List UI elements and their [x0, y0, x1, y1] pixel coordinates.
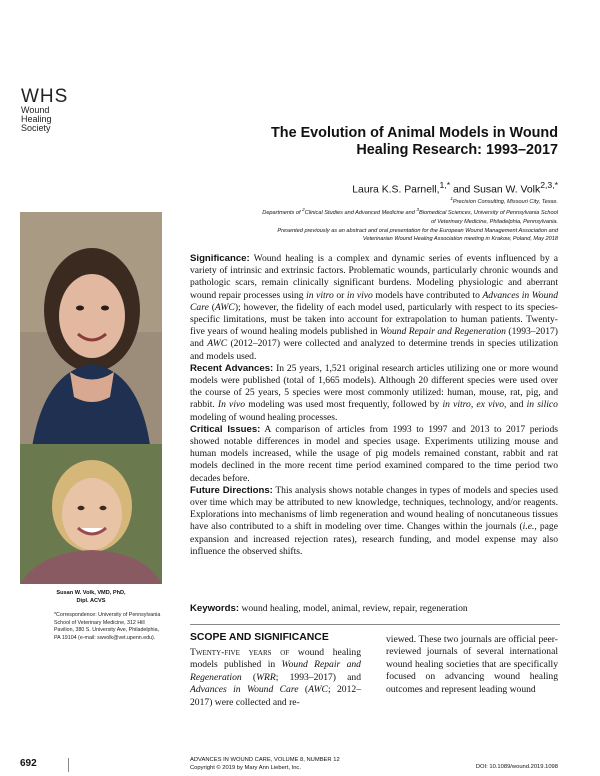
keywords	[190, 603, 560, 614]
sig-wrr-full: Wound Repair and Regeneration	[379, 326, 506, 338]
future-label: Future Directions:	[190, 484, 273, 496]
keywords-label: Keywords:	[190, 603, 240, 614]
sig-paren: (	[208, 301, 215, 313]
presented-line-2: Veterinarian Wound Healing Association meeting in Krakow, Poland, May 2018	[362, 236, 558, 243]
sig-text-c: ); however, the fidelity of each model used, particularly with respect to its species-specific limitations, must be taken into account for extrapolation to human patients. Twenty-five years of wound healing models published in	[190, 301, 558, 338]
rec-comma: ,	[470, 399, 477, 411]
aff-2-sup: 2	[302, 207, 305, 213]
sig-or: or	[333, 289, 347, 301]
rec-in-silico: in silico	[526, 399, 558, 411]
logo-word-3: Society	[21, 123, 51, 133]
affiliation-2-line-2: of Veterinary Medicine, Philadelphia, Pennsylvania.	[431, 218, 558, 225]
rec-in-vivo: In vivo	[217, 399, 246, 411]
portrait-illustration-1	[20, 212, 162, 462]
aff-1-sup: 1	[450, 196, 453, 201]
author-2: and Susan W. Volk	[450, 184, 541, 196]
page-number: 692	[20, 758, 37, 769]
crit-text: A comparison of articles from 1993 to 1997 and 2013 to 2017 periods showed notable differences in model and species usage. Experiments utilizing mouse and human models increased, while the usage of pig models remained constant, rabbit and rat models declined in the more recent time period examined compared to the time period two decades before.	[190, 423, 558, 484]
col1-wrr: Wound Repair and Regeneration	[190, 659, 361, 683]
abstract-recent-advances	[190, 363, 558, 424]
aff-3-rest: Biomedical Sciences, University of Pennsylvania School	[419, 210, 558, 217]
author-photo-volk	[20, 444, 162, 584]
body-column-1	[190, 647, 361, 709]
section-heading: SCOPE AND SIGNIFICANCE	[190, 632, 329, 643]
footer-divider	[68, 758, 69, 772]
author-1: Laura K.S. Parnell,	[352, 184, 440, 196]
abstract-significance	[190, 253, 558, 363]
col1-awc-abbr: AWC	[308, 684, 328, 696]
fut-text-a: This analysis shows notable changes in types of models and species used over time which may be attributed to new knowledge, techniques, technology, and/or reagents. Explorations into mechanisms of limb regeneration and wound healing of noncutaneous tissues have also contributed to a shift in modeling over time. Changes within the journals (	[190, 484, 558, 533]
aff-3-sup: 3	[416, 207, 420, 213]
aff-2-prefix: Departments of	[262, 210, 303, 217]
presented-line-1: Presented previously as an abstract and oral presentation for the European Wound Management Association and	[277, 227, 558, 234]
caption-volk-line-1: Susan W. Volk, VMD, PhD,	[56, 590, 126, 596]
abstract-critical-issues	[190, 424, 558, 485]
col1-b: (	[241, 671, 257, 683]
author-photo-parnell	[20, 212, 162, 462]
correspondence-volk: *Correspondence: University of Pennsylvania School of Veterinary Medicine, 312 Hill Pavilion, 380 S. University Ave, Philadelphia, PA 19104 (e-mail: swvolk@vet.upenn.edu).	[54, 612, 161, 641]
keywords-text: wound healing, model, animal, review, repair, regeneration	[239, 603, 468, 614]
rec-text-a: In 25 years, 1,521 original research articles utilizing one or more wound models were published (total of 1,665 models). Although 20 different species were used over the course of 25 years, 5 species were most commonly utilized: human, mouse, rat, pig, and rabbit.	[190, 362, 559, 411]
portrait-illustration-2	[20, 444, 162, 584]
col1-a: wound healing models published in	[190, 647, 362, 671]
col1-awc: Advances in Wound Care	[190, 684, 299, 696]
sig-in-vivo: in vivo	[346, 289, 373, 301]
sig-text-e: (2012–2017) were collected and analyzed to determine trends in species utilization and models used.	[190, 338, 558, 362]
whs-logo	[21, 88, 81, 133]
doi: DOI: 10.1089/wound.2019.1098	[475, 764, 558, 770]
sig-awc-2: AWC	[207, 338, 228, 350]
affiliation-1: Precision Consulting, Missouri City, Texas.	[452, 198, 558, 205]
fut-text-b: , page expansion and increased rejection rates), research funding, and model expense may also influence the observed shifts.	[190, 521, 558, 557]
journal-line-1: ADVANCES IN WOUND CARE, VOLUME 8, NUMBER 12	[190, 757, 340, 763]
sig-text-a: Wound healing is a complex and dynamic series of events influenced by a variety of intrinsic and extrinsic factors. Problematic wounds, particularly chronic wounds and pathologic scars, remain clinically significant burdens. Modeling physiologic and aberrant wound repair processes using	[190, 253, 558, 301]
col1-wrr-abbr: WRR	[256, 671, 276, 683]
critical-label: Critical Issues:	[190, 423, 261, 435]
sig-in-vitro: in vitro	[306, 289, 334, 301]
col1-e: ; 2012–2017) were collected and re-	[190, 684, 361, 708]
logo-word-1: Wound	[21, 105, 50, 115]
article-title	[218, 125, 558, 159]
rec-text-b: modeling was used most frequently, followed by	[245, 399, 443, 411]
caption-volk	[20, 589, 162, 605]
logo-acronym: WHS	[21, 86, 69, 107]
body-column-2: viewed. These two journals are official peer-reviewed journals of several international wound healing societies that are specifically focused on advancing wound healing outcomes and represent leading wound	[386, 634, 558, 695]
author-1-sup: 1,*	[439, 180, 451, 190]
sig-awc: AWC	[214, 301, 235, 313]
col1-c: ; 1993–2017) and	[275, 671, 362, 683]
col1-d: (	[298, 684, 309, 696]
col1-smallcaps: Twenty-five years of	[190, 647, 290, 658]
affiliations	[178, 195, 558, 244]
sig-text-b: models have contributed to	[372, 289, 483, 301]
rec-text-c: modeling of wound healing processes.	[190, 411, 338, 423]
sig-awc-full: Advances in Wound Care	[190, 289, 558, 313]
journal-info	[190, 757, 340, 772]
abstract	[190, 253, 558, 558]
caption-volk-line-2: Dipl. ACVS	[76, 598, 106, 604]
title-line-2: Healing Research: 1993–2017	[356, 142, 558, 158]
abstract-future-directions	[190, 485, 558, 558]
author-line	[218, 180, 558, 195]
recent-label: Recent Advances:	[190, 362, 274, 374]
title-line-1: The Evolution of Animal Models in Wound	[271, 125, 558, 141]
aff-2-mid: Clinical Studies and Advanced Medicine and	[304, 210, 417, 217]
logo-word-2: Healing	[21, 114, 52, 124]
rec-and: , and	[504, 399, 527, 411]
sig-text-d: (1993–2017) and	[190, 326, 558, 350]
significance-label: Significance:	[190, 253, 250, 264]
rec-in-vitro: in vitro	[442, 399, 471, 411]
section-divider	[190, 624, 560, 625]
journal-line-2: Copyright © 2019 by Mary Ann Liebert, Inc.	[190, 764, 301, 771]
author-2-sup: 2,3,*	[540, 180, 558, 190]
fut-ie: i.e.	[522, 521, 535, 533]
rec-ex-vivo: ex vivo	[476, 399, 505, 411]
